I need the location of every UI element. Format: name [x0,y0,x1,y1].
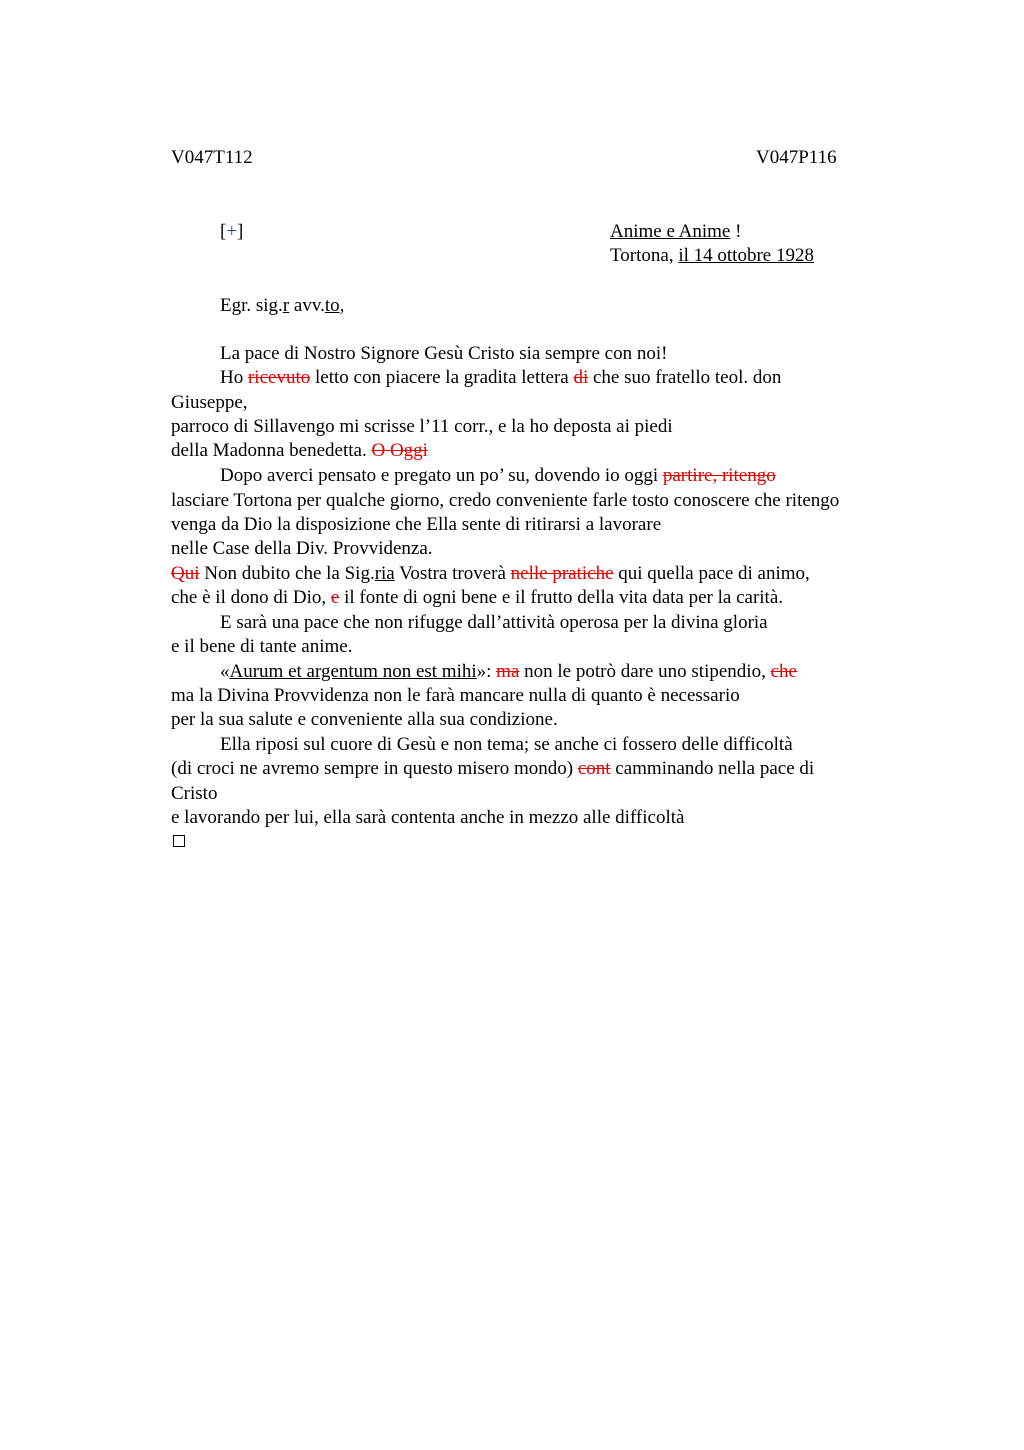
left-code: V047T112 [171,147,253,168]
letter-title [610,220,741,244]
marker-open: [ [220,221,227,242]
text-run: camminando nella pace di [610,758,815,779]
deleted-text: partire, ritengo [662,465,776,486]
text-line: lasciare Tortona per qualche giorno, credo conveniente farle tosto conoscere che ritengo [171,490,840,511]
salutation [220,294,344,318]
text-run: qui quella pace di animo, [613,563,810,584]
text-run: »: [476,661,497,682]
end-square-icon [173,835,185,847]
text-line: Giuseppe, [171,392,248,413]
text-run: Dopo averci pensato e pregato un po’ su, dovendo io oggi [220,465,663,486]
text-line [220,366,781,390]
text-line: parroco di Sillavengo mi scrisse l’11 corr., e la ho deposta ai piedi [171,416,673,437]
text-line [220,464,776,488]
deleted-text: Qui [171,563,200,584]
underlined-text: ria [374,563,395,584]
deleted-text: che [770,661,797,682]
text-line: ma la Divina Provvidenza non le farà mancare nulla di quanto è necessario [171,685,740,706]
text-line: Cristo [171,783,218,804]
deleted-text: ma [496,661,520,682]
text-run: Vostra troverà [394,563,511,584]
text-run: che suo fratello teol. don [588,367,782,388]
text-line: per la sua salute e conveniente alla sua condizione. [171,709,558,730]
salutation-part: to [324,295,340,316]
text-line [171,757,814,781]
underlined-text: Aurum et argentum non est mihi [229,661,477,682]
text-line: La pace di Nostro Signore Gesù Cristo sia sempre con noi! [220,343,668,364]
text-line: e lavorando per lui, ella sarà contenta anche in mezzo alle difficoltà [171,807,685,828]
salutation-part: , [339,295,345,316]
title-underlined: Anime e Anime [610,221,731,242]
text-line [171,439,428,463]
place: Tortona, [610,245,679,266]
text-run: Non dubito che la Sig. [199,563,375,584]
deleted-text: O Oggi [371,440,428,461]
text-line [171,562,810,586]
text-line: E sarà una pace che non rifugge dall’attività operosa per la divina gloria [220,612,768,633]
text-line [220,660,797,684]
right-code: V047P116 [756,147,837,168]
text-run: non le potrò dare uno stipendio, [519,661,771,682]
place-date [610,244,814,268]
title-rest: ! [730,221,742,242]
edit-marker [220,220,243,244]
deleted-text: e [330,587,340,608]
salutation-part: avv. [289,295,325,316]
text-line: venga da Dio la disposizione che Ella sente di ritirarsi a lavorare [171,514,662,535]
text-run: il fonte di ogni bene e il frutto della vita data per la carità. [339,587,784,608]
text-run: (di croci ne avremo sempre in questo misero mondo) [171,758,578,779]
deleted-text: di [573,367,589,388]
marker-plus: + [226,221,238,242]
text-run: Ho [220,367,248,388]
text-run: letto con piacere la gradita lettera [310,367,574,388]
date: il 14 ottobre 1928 [678,245,814,266]
text-run: della Madonna benedetta. [171,440,372,461]
deleted-text: nelle pratiche [510,563,614,584]
marker-close: ] [237,221,244,242]
text-run: « [220,661,230,682]
text-line [171,586,783,610]
deleted-text: ricevuto [247,367,311,388]
salutation-part: r [282,295,290,316]
text-line: nelle Case della Div. Provvidenza. [171,538,433,559]
text-line: e il bene di tante anime. [171,636,353,657]
deleted-text: cont [577,758,611,779]
text-run: che è il dono di Dio, [171,587,331,608]
salutation-part: Egr. sig. [220,295,283,316]
text-line: Ella riposi sul cuore di Gesù e non tema; se anche ci fossero delle difficoltà [220,734,793,755]
